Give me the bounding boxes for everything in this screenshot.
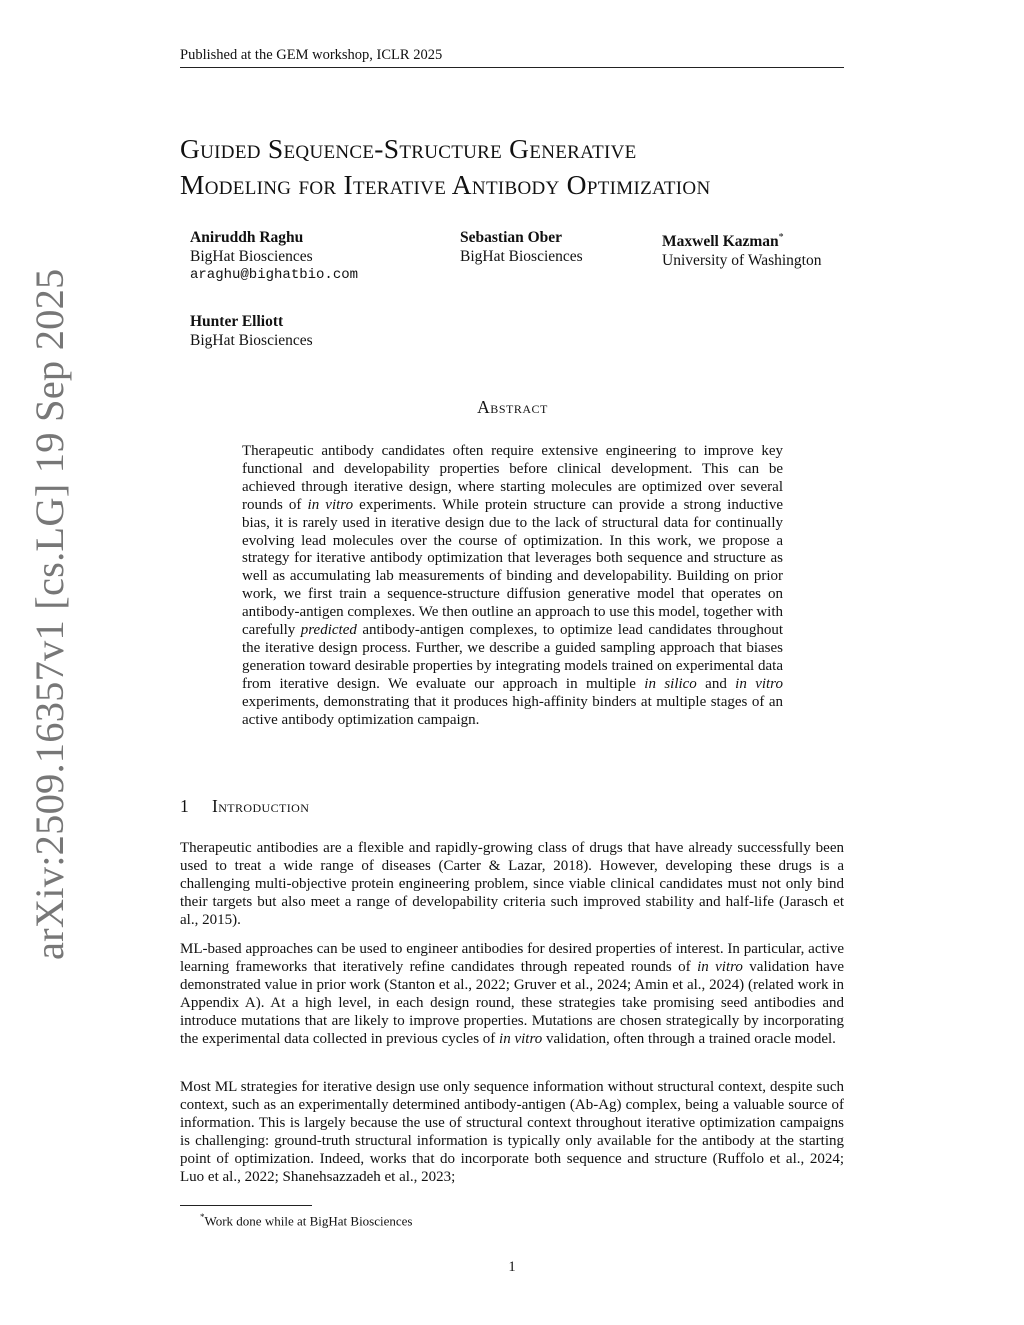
- paragraph-text: ML-based approaches can be used to engineer antibodies for desired properties of interest. In particular, active learning frameworks that iteratively refine candidates through repeated rounds of: [180, 941, 844, 975]
- paragraph-text: validation have demonstrated value in prior work (Stanton et al., 2022; Gruver et al., 2024; Amin et al., 2024) (related work in Appendix A). At a high level, in each design round, these strategies take promising seed antibodies and introduce mutations that are likely to improve properties. Mutations are chosen strategically by incorporating the experimental data collected in previous cycles of: [180, 958, 844, 1047]
- abstract-text: experiments, demonstrating that it produces high-affinity binders at multiple stages of an active antibody optimization campaign.: [242, 693, 783, 728]
- section-title: Introduction: [212, 796, 310, 816]
- paragraph-text: validation, often through a trained oracle model.: [542, 1030, 836, 1047]
- footnote-marker: *: [200, 1212, 205, 1222]
- paper-title: [180, 131, 860, 203]
- author-affiliation: University of Washington: [662, 252, 822, 270]
- title-line-2: Modeling for Iterative Antibody Optimization: [180, 169, 711, 200]
- paragraph-emphasis: in vitro: [499, 1030, 543, 1047]
- abstract-emphasis: predicted: [300, 622, 357, 639]
- author-name: Sebastian Ober: [460, 229, 563, 246]
- abstract-body: [242, 443, 783, 730]
- author-name: Hunter Elliott: [190, 313, 284, 330]
- running-header: Published at the GEM workshop, ICLR 2025: [180, 46, 844, 68]
- author-affiliation: BigHat Biosciences: [190, 248, 313, 265]
- abstract-text: antibody-antigen complexes, to optimize lead candidates throughout the iterative design process. Further, we describe a guided sampling approach that biases generation toward desirable properties by integrating models trained on experimental data from iterative design. We evaluate our approach in multiple: [242, 622, 783, 692]
- intro-paragraph: Therapeutic antibodies are a flexible and rapidly-growing class of drugs that have already successfully been used to treat a wide range of diseases (Carter & Lazar, 2018). However, developing these drugs is a challenging multi-objective protein engineering problem, since viable clinical candidates must not only bind their targets but also meet a range of developability criteria such improved stability and half-life (Jarasch et al., 2015).: [180, 840, 844, 928]
- intro-paragraph: Most ML strategies for iterative design use only sequence information without structural context, despite such context, such as an experimentally determined antibody-antigen (Ab-Ag) complex, being a valuable source of information. This is largely because the use of structural context throughout iterative optimization campaigns is challenging: ground-truth structural information is typically only available for the antibody at the starting point of optimization. Indeed, works that do incorporate both sequence and structure (Ruffolo et al., 2024; Luo et al., 2022; Shanehsazzadeh et al., 2023;: [180, 1079, 844, 1185]
- page-number: 1: [508, 1259, 516, 1275]
- footnote: [200, 1209, 413, 1229]
- author-name-line: [662, 228, 821, 251]
- author-block: [662, 228, 821, 270]
- abstract-text: Therapeutic antibody candidates often require extensive engineering to improve key functional and developability properties before clinical development. This can be achieved through iterative design, where starting molecules are optimized over several rounds of: [242, 443, 783, 513]
- abstract-emphasis: in vitro: [307, 496, 354, 513]
- author-affiliation: BigHat Biosciences: [190, 332, 313, 349]
- title-line-1: Guided Sequence-Structure Generative: [180, 133, 637, 164]
- footnote-marker: *: [778, 232, 784, 243]
- section-heading: [180, 796, 309, 817]
- abstract-text: and: [696, 675, 736, 692]
- paragraph-emphasis: in vitro: [697, 958, 743, 975]
- author-name: Aniruddh Raghu: [190, 229, 304, 246]
- abstract-heading: Abstract: [477, 397, 548, 417]
- abstract-emphasis: in vitro: [735, 675, 783, 692]
- footnote-text: Work done while at BigHat Biosciences: [204, 1213, 413, 1229]
- abstract-emphasis: in silico: [644, 675, 697, 692]
- section-number: 1: [180, 796, 190, 816]
- intro-paragraph: [180, 941, 844, 1049]
- author-name: Maxwell Kazman: [662, 233, 779, 251]
- arxiv-identifier: arXiv:2509.16357v1 [cs.LG] 19 Sep 2025: [27, 268, 72, 960]
- author-affiliation: BigHat Biosciences: [460, 248, 583, 265]
- abstract-text: experiments. While protein structure can provide a strong inductive bias, it is rarely used in iterative design due to the lack of structural data for continually evolving lead molecules over the course of optimization. In this work, we propose a strategy for iterative antibody optimization that leverages both sequence and structure as well as accumulating lab measurements of binding and developability. Building on prior work, we first train a sequence-structure diffusion generative model that operates on antibody-antigen complexes. We then outline an approach to use this model, together with carefully: [242, 496, 783, 639]
- author-block: [190, 228, 358, 285]
- author-block: [460, 228, 583, 266]
- author-block: [190, 312, 313, 350]
- footnote-rule: [180, 1205, 312, 1206]
- author-email[interactable]: araghu@bighatbio.com: [190, 267, 359, 283]
